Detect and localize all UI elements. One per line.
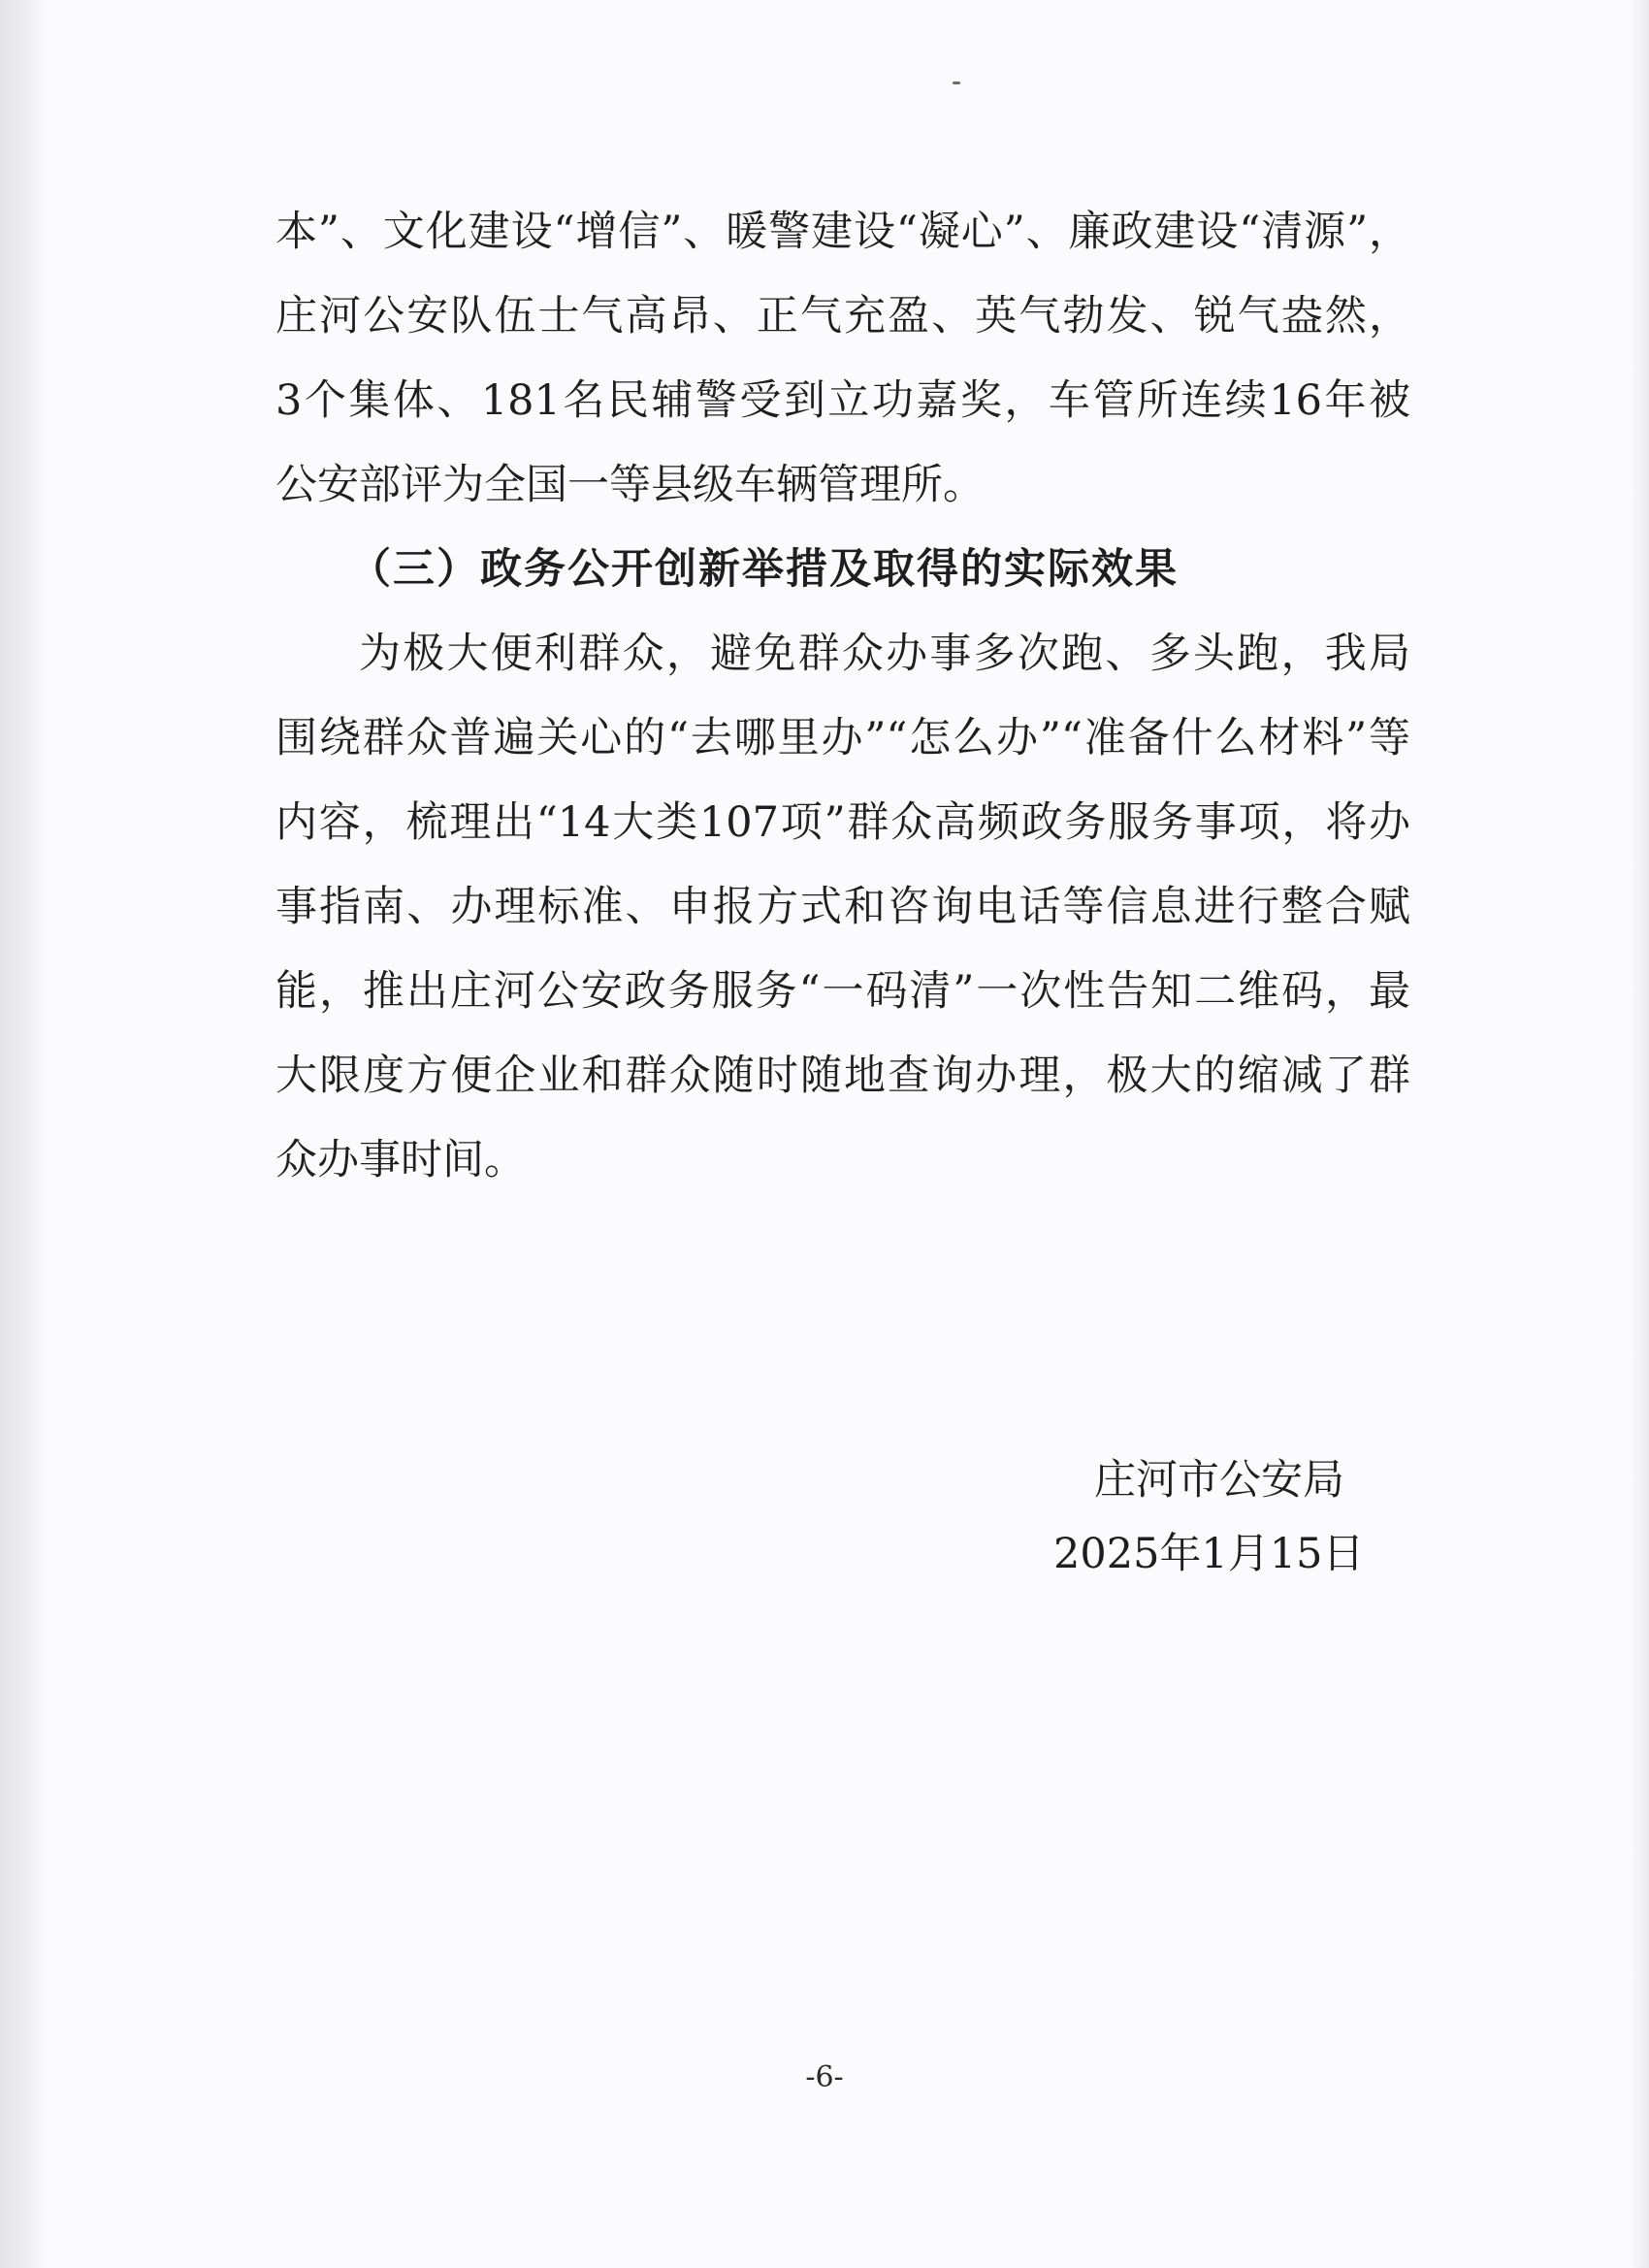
paragraph-line: 为极大便利群众，避免群众办事多次跑、多头跑，我局 [359,630,1410,678]
paragraph-line: 本”、文化建设“增信”、暖警建设“凝心”、廉政建设“清源”， [275,208,1410,256]
section-heading: （三）政务公开创新举措及取得的实际效果 [349,545,1179,594]
paragraph-line: 事指南、办理标准、申报方式和咨询电话等信息进行整合赋 [275,883,1410,931]
paragraph-line: 大限度方便企业和群众随时随地查询办理，极大的缩减了群 [275,1052,1410,1100]
paragraph-line: 庄河公安队伍士气高昂、正气充盈、英气勃发、锐气盎然， [275,292,1410,340]
scan-speck [953,81,960,84]
issue-date: 2025年1月15日 [1053,1530,1365,1578]
paragraph-line: 能，推出庄河公安政务服务“一码清”一次性告知二维码，最 [275,967,1410,1016]
signature-block [1053,1443,1403,1591]
scan-shadow-left [0,0,47,2268]
document-body [275,190,1410,1203]
paragraph-line: 众办事时间。 [275,1136,526,1184]
issuing-organization: 庄河市公安局 [1094,1456,1344,1505]
paragraph-line: 3个集体、181名民辅警受到立功嘉奖，车管所连续16年被 [275,376,1410,425]
page-number: -6- [805,2060,844,2094]
paragraph-line: 围绕群众普遍关心的“去哪里办”“怎么办”“准备什么材料”等 [275,714,1410,762]
scan-shadow-right [1630,0,1649,2268]
paragraph-line: 公安部评为全国一等县级车辆管理所。 [275,461,985,509]
paragraph-line: 内容，梳理出“14大类107项”群众高频政务服务事项，将办 [275,798,1410,847]
